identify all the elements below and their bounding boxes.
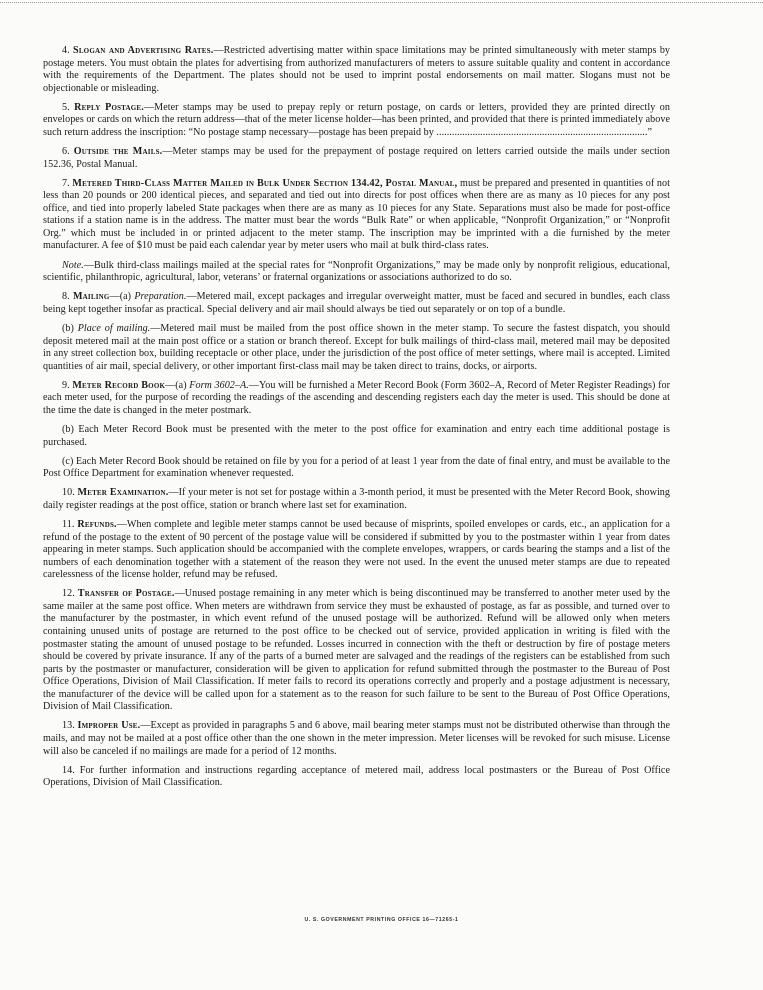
paragraph-text: —Metered mail must be mailed from the post office shown in the meter stamp. To secure the fastest dispatch, you should deposit metered mail at the main post office or a station or branch thereof. Except for bulk mailings of third-class mail, metered mail may be deposited in any street collection box, building receptacle or other place, under the jurisdiction of the post office of meter settings, where mail is accepted. Limited quantities of air mail, special delivery, or other important first-class mail may be taken direct to trains, docks, or airports. — [43, 322, 670, 372]
paragraph-s11 — [43, 519, 670, 582]
paragraph-text: —Bulk third-class mailings mailed at the special rates for “Nonprofit Organizations,” may be made only by nonprofit religious, educational, scientific, philanthropic, agricultural, labor, veterans’ or fraternal organizations or associations authorized to do so. — [43, 259, 670, 284]
section-heading: Meter Record Book — [72, 379, 166, 391]
section-heading: Refunds. — [77, 519, 117, 531]
paragraph-s9a — [43, 380, 670, 418]
italic-heading: Place of mailing. — [77, 322, 151, 334]
section-heading: Meter Examination. — [77, 487, 169, 499]
paragraph-s5 — [43, 102, 670, 140]
paragraph-text: 12. — [62, 588, 78, 600]
paragraph-text: must be prepared and presented in quantities of not less than 20 pounds or 200 identical pieces, and separated and tied out into directs for post offices when there are as many as 10 pieces for any post office, and tied into properly labeled State packages when there are as many as 10 pieces for any State. Separations must also be made for post-office stations if a station name is in the address. The matter must bear the words “Bulk Rate” or when applicable, “Nonprofit Organization,” or “Nonprofit Org.” which must be included in or printed adjacent to the meter stamp. The inscription may be imprinted with a die furnished by the meter manufacturer. A fee of $10 must be paid each calendar year by meter users who mail at bulk third-class rates. — [43, 177, 670, 252]
paragraph-s9c — [43, 456, 670, 481]
paragraph-text: 7. — [62, 177, 73, 189]
paragraph-s9b — [43, 424, 670, 449]
section-heading: Improper Use. — [77, 720, 141, 732]
paragraph-text: (c) Each Meter Record Book should be retained on file by you for a period of at least 1 year from the date of final entry, and must be available to the Post Office Department for examination whenever requested. — [43, 455, 670, 480]
paragraph-text: —Except as provided in paragraphs 5 and 6 above, mail bearing meter stamps must not be distributed otherwise than through the mails, and may not be mailed at a post office other than the one shown in the meter impression. Meter licenses will be revoked for such misuse. License will also be canceled if no mailings are made for a period of 12 months. — [43, 720, 671, 757]
paragraph-text: —Meter stamps may be used for the prepayment of postage required on letters carried outside the mails under section 152.36, Postal Manual. — [43, 146, 670, 170]
document-body — [43, 45, 670, 796]
section-heading: Metered Third-Class Matter Mailed in Bulk Under Section 134.42, Postal Manual, — [72, 177, 458, 189]
paragraph-s8a — [43, 291, 670, 316]
paragraph-text: —Unused postage remaining in any meter which is being discontinued may be transferred to another meter used by the same mailer at the same post office. When meters are withdrawn from service they must be exhausted of postage, as far as possible, and turned over to the manufacturer by the postmaster, in which event refund of the unused postage will be authorized. Refund will be allowed only when meters containing unused units of postage are returned to the post office to be checked out of service, provided application in writing is filed with the postmaster stating the amount of unused postage to be refunded. Losses incurred in connection with the theft or destruction by fire of postage meters should be covered by private insurance. If any of the parts of a burned meter are salvaged and the readings of the registers can be established from such parts by the postmaster or manufacturer, consideration will be given to application for refund submitted through the postmaster to the Bureau of Post Office Operations, Division of Mail Classification. If meter fails to record its operations correctly and properly and a postage adjustment is necessary, the manufacturer of the device will be called upon for a statement as to the reason for such failure to be sent to the Bureau of Post Office Operations, Division of Mail Classification. — [43, 588, 670, 713]
paragraph-s6 — [43, 146, 670, 171]
paragraph-text: 8. — [62, 291, 73, 303]
paragraph-text: 4. — [62, 45, 73, 56]
paragraph-text: —You will be furnished a Meter Record Book (Form 3602–A, Record of Meter Register Readings) for each meter used, for the purpose of recording the readings of the ascending and descending registers each day the meter is used. This should be done at the time the date is changed in the meter postmark. — [43, 379, 671, 416]
italic-heading: Preparation. — [134, 291, 187, 303]
italic-heading: Form 3602–A. — [189, 379, 249, 391]
paragraph-text: 6. — [62, 146, 74, 158]
section-heading: Slogan and Advertising Rates. — [73, 45, 214, 56]
paragraph-s8b — [43, 323, 670, 373]
section-heading: Reply Postage. — [74, 101, 145, 113]
paragraph-s14 — [43, 765, 670, 790]
paragraph-text: —Restricted advertising matter within space limitations may be printed simultaneously with meter stamps by postage meters. You must obtain the plates for advertising from authorized manufacturers of meters to assure suitable quality and content in accordance with the requirements of the Department. The plates should not be used to imprint postal endorsements on mail matter. Slogans must not be objectionable or misleading. — [43, 45, 671, 94]
paragraph-text: (b) — [62, 322, 78, 334]
top-dotted-rule — [0, 2, 763, 3]
paragraph-s7 — [43, 178, 670, 253]
paragraph-text: 10. — [62, 487, 78, 499]
paragraph-text: 9. — [62, 379, 73, 391]
paragraph-text: —(a) — [165, 379, 190, 391]
paragraph-s10 — [43, 487, 670, 512]
printer-imprint: U. S. GOVERNMENT PRINTING OFFICE 16—71265-1 — [304, 917, 459, 923]
paragraph-note — [43, 260, 670, 285]
paragraph-text: —Metered mail, except packages and irregular overweight matter, must be faced and secured in bundles, each class being kept together insofar as practical. Special delivery and air mail should always be tied out separately or on top of a bundle. — [43, 291, 671, 315]
paragraph-text: 13. — [62, 720, 78, 732]
section-heading: Outside the Mails. — [73, 146, 163, 158]
paragraph-s4 — [43, 45, 670, 95]
paragraph-text: 5. — [62, 101, 75, 113]
italic-heading: Note. — [62, 259, 84, 271]
paragraph-text: —If your meter is not set for postage within a 3-month period, it must be presented with the Meter Record Book, showing daily register readings at the post office, station or branch where last set for examination. — [43, 487, 670, 511]
paragraph-s12 — [43, 588, 670, 713]
paragraph-text: 11. — [62, 519, 78, 531]
paragraph-text: —(a) — [109, 291, 135, 303]
paragraph-text: 14. For further information and instructions regarding acceptance of metered mail, address local postmasters or the Bureau of Post Office Operations, Division of Mail Classification. — [43, 764, 670, 789]
section-heading: Mailing — [72, 291, 110, 303]
paragraph-s13 — [43, 720, 670, 758]
paragraph-text: —Meter stamps may be used to prepay reply or return postage, on cards or letters, provided they are printed directly on envelopes or cards on which the return address—that of the meter license holder—has been printed, and provided that there is printed immediately above such return address the inscription: “No postage stamp necessary—postage has been prepaid by ..................................................................................” — [43, 101, 670, 138]
paragraph-text: (b) Each Meter Record Book must be presented with the meter to the post office for examination and entry each time additional postage is purchased. — [43, 423, 670, 448]
paragraph-text: —When complete and legible meter stamps cannot be used because of misprints, spoiled envelopes or cards, etc., an application for a refund of the postage to the extent of 90 percent of the postage value will be considered if submitted by you to the postmaster within 1 year from dates appearing in meter stamps. Such application should be accompanied with the complete envelopes, wrappers, or cards bearing the stamps and a list of the numbers of each denomination together with a statement of the reason they were not used. In the event the unused meter stamps are due to repeated carelessness of the license holder, refund may be refused. — [43, 519, 671, 581]
section-heading: Transfer of Postage. — [77, 588, 175, 600]
